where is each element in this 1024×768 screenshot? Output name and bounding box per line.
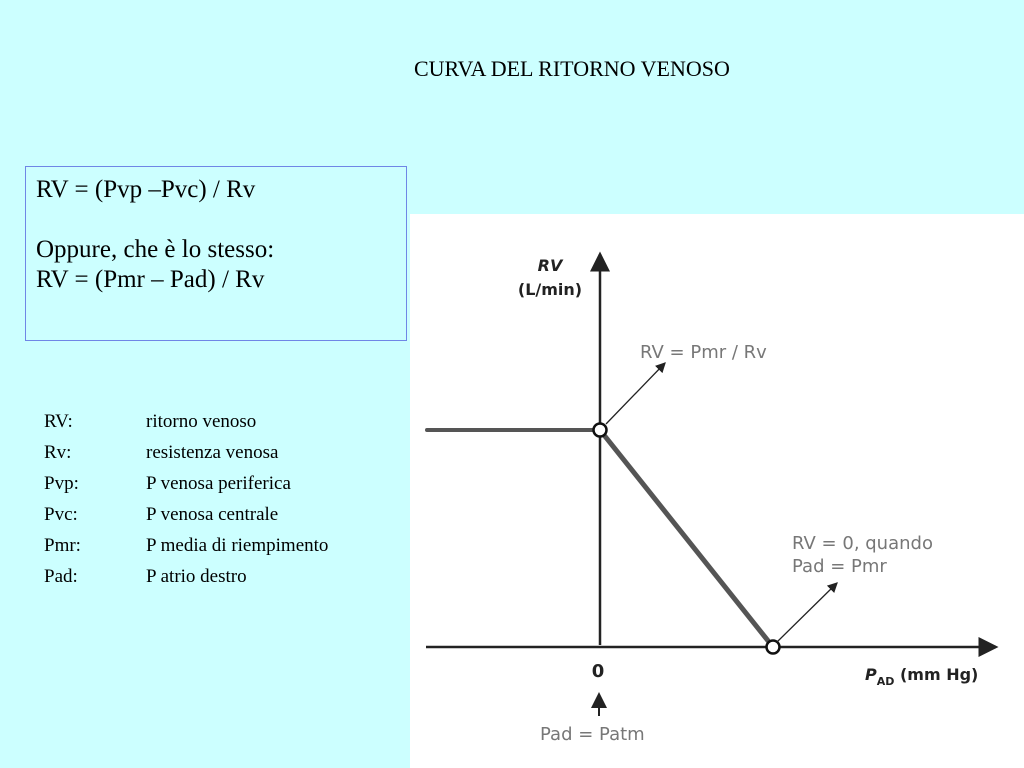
y-axis-label: RV bbox=[537, 256, 563, 275]
formula-rv-pressure: RV = (Pvp –Pvc) / Rv bbox=[36, 176, 256, 203]
formula-spacer bbox=[36, 205, 396, 235]
legend-abbr: Pad: bbox=[44, 566, 78, 587]
plateau-point-marker bbox=[594, 424, 607, 437]
legend-desc: P atrio destro bbox=[146, 566, 247, 587]
x-axis-label-sub: AD bbox=[876, 675, 895, 688]
formula-rv-pmr: RV = (Pmr – Pad) / Rv bbox=[36, 266, 265, 293]
legend-abbr: Pvc: bbox=[44, 504, 78, 525]
formula-box bbox=[25, 166, 407, 341]
y-axis-unit-label: (L/min) bbox=[517, 280, 583, 299]
legend-abbr: RV: bbox=[44, 411, 73, 432]
legend-abbr: Rv: bbox=[44, 442, 72, 463]
formula-equivalence-text: Oppure, che è lo stesso: bbox=[36, 236, 275, 263]
legend-abbr: Pvp: bbox=[44, 473, 79, 494]
x-axis-label bbox=[865, 665, 978, 688]
zero-annotation-line2: Pad = Pmr bbox=[792, 556, 887, 577]
graph-panel bbox=[410, 214, 1024, 768]
x-tick-zero: 0 bbox=[591, 661, 605, 682]
x-axis-label-unit: (mm Hg) bbox=[894, 665, 979, 684]
legend-row bbox=[44, 530, 328, 561]
legend-desc: P media di riempimento bbox=[146, 535, 329, 556]
plateau-annotation-arrow bbox=[606, 363, 665, 424]
legend-row bbox=[44, 561, 328, 592]
legend-row bbox=[44, 406, 328, 437]
legend-desc: ritorno venoso bbox=[146, 411, 257, 432]
venous-return-chart bbox=[410, 214, 1024, 768]
curve-segment bbox=[600, 430, 773, 647]
venous-return-curve bbox=[427, 424, 780, 654]
zero-point-marker bbox=[767, 641, 780, 654]
zero-annotation-line1: RV = 0, quando bbox=[792, 533, 933, 554]
legend-desc: P venosa periferica bbox=[146, 473, 291, 494]
legend-row bbox=[44, 437, 328, 468]
x-axis-label-main: P bbox=[865, 665, 877, 684]
legend-desc: resistenza venosa bbox=[146, 442, 279, 463]
abbreviation-legend bbox=[44, 406, 328, 592]
legend-row bbox=[44, 499, 328, 530]
plateau-annotation: RV = Pmr / Rv bbox=[640, 342, 767, 363]
origin-annotation: Pad = Patm bbox=[540, 724, 645, 745]
legend-desc: P venosa centrale bbox=[146, 504, 279, 525]
legend-abbr: Pmr: bbox=[44, 535, 81, 556]
page-title: CURVA DEL RITORNO VENOSO bbox=[414, 56, 730, 81]
zero-annotation-arrow bbox=[777, 583, 837, 642]
legend-row bbox=[44, 468, 328, 499]
